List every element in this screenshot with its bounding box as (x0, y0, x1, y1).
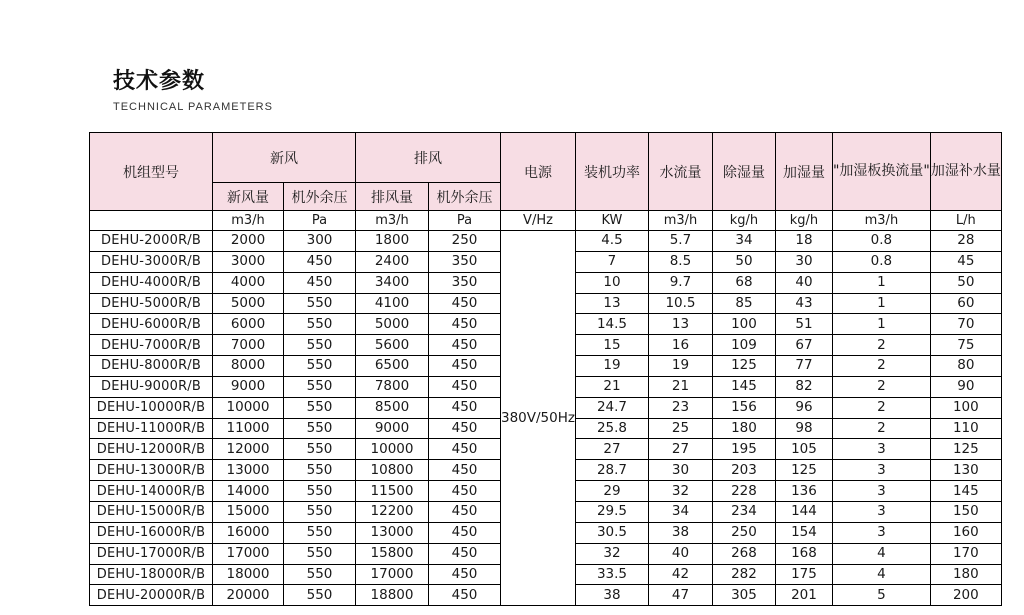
table-cell: 125 (775, 460, 832, 481)
table-cell: 450 (284, 272, 356, 293)
table-cell: 98 (775, 418, 832, 439)
table-cell: 250 (712, 522, 775, 543)
power-supply-cell: 380V/50Hz (501, 231, 576, 606)
table-cell: 30 (648, 460, 712, 481)
table-cell: 60 (930, 293, 1001, 314)
table-cell: 450 (429, 376, 501, 397)
table-cell: 15 (575, 335, 648, 356)
table-cell: 19 (575, 356, 648, 377)
table-cell: 0.8 (832, 251, 930, 272)
model-cell: DEHU-4000R/B (90, 272, 213, 293)
table-cell: 42 (648, 564, 712, 585)
table-cell: 550 (284, 439, 356, 460)
table-cell: 130 (930, 460, 1001, 481)
table-cell: 3400 (356, 272, 429, 293)
table-cell: 21 (575, 376, 648, 397)
table-cell: 6000 (213, 314, 284, 335)
table-cell: 29.5 (575, 501, 648, 522)
table-cell: 350 (429, 251, 501, 272)
table-cell: 5000 (356, 314, 429, 335)
unit-cell: m3/h (213, 211, 284, 231)
table-cell: 2 (832, 356, 930, 377)
table-cell: 450 (429, 293, 501, 314)
table-cell: 9.7 (648, 272, 712, 293)
table-cell: 15000 (213, 501, 284, 522)
table-cell: 6500 (356, 356, 429, 377)
table-cell: 145 (712, 376, 775, 397)
table-cell: 450 (429, 585, 501, 606)
table-cell: 9000 (213, 376, 284, 397)
table-cell: 450 (429, 460, 501, 481)
table-cell: 13 (575, 293, 648, 314)
table-cell: 85 (712, 293, 775, 314)
unit-cell: Pa (284, 211, 356, 231)
model-cell: DEHU-18000R/B (90, 564, 213, 585)
table-cell: 10800 (356, 460, 429, 481)
unit-cell: KW (575, 211, 648, 231)
table-cell: 8000 (213, 356, 284, 377)
table-cell: 29 (575, 481, 648, 502)
table-cell: 300 (284, 231, 356, 252)
model-cell: DEHU-17000R/B (90, 543, 213, 564)
table-cell: 450 (429, 418, 501, 439)
table-cell: 96 (775, 397, 832, 418)
table-cell: 4100 (356, 293, 429, 314)
table-cell: 1 (832, 293, 930, 314)
model-cell: DEHU-12000R/B (90, 439, 213, 460)
header-installed-power: 装机功率 (575, 133, 648, 211)
table-cell: 2 (832, 376, 930, 397)
table-cell: 550 (284, 501, 356, 522)
table-cell: 550 (284, 481, 356, 502)
table-cell: 550 (284, 356, 356, 377)
table-cell: 450 (429, 397, 501, 418)
table-cell: 10000 (356, 439, 429, 460)
model-cell: DEHU-6000R/B (90, 314, 213, 335)
table-cell: 0.8 (832, 231, 930, 252)
table-cell: 23 (648, 397, 712, 418)
model-cell: DEHU-3000R/B (90, 251, 213, 272)
table-cell: 30 (775, 251, 832, 272)
table-cell: 550 (284, 376, 356, 397)
table-cell: 450 (429, 543, 501, 564)
table-cell: 125 (930, 439, 1001, 460)
table-cell: 7800 (356, 376, 429, 397)
table-cell: 550 (284, 418, 356, 439)
table-cell: 50 (930, 272, 1001, 293)
table-cell: 234 (712, 501, 775, 522)
table-cell: 5 (832, 585, 930, 606)
table-cell: 27 (648, 439, 712, 460)
model-cell: DEHU-15000R/B (90, 501, 213, 522)
table-cell: 10.5 (648, 293, 712, 314)
table-cell: 125 (712, 356, 775, 377)
header-humidification: 加湿量 (775, 133, 832, 211)
table-cell: 90 (930, 376, 1001, 397)
table-cell: 5000 (213, 293, 284, 314)
table-cell: 12000 (213, 439, 284, 460)
table-cell: 12200 (356, 501, 429, 522)
table-cell: 16000 (213, 522, 284, 543)
table-cell: 550 (284, 293, 356, 314)
table-cell: 3 (832, 460, 930, 481)
table-cell: 4 (832, 564, 930, 585)
table-cell: 25.8 (575, 418, 648, 439)
table-cell: 3 (832, 439, 930, 460)
table-cell: 1 (832, 314, 930, 335)
model-cell: DEHU-9000R/B (90, 376, 213, 397)
model-cell: DEHU-13000R/B (90, 460, 213, 481)
table-cell: 268 (712, 543, 775, 564)
table-cell: 4000 (213, 272, 284, 293)
table-cell: 203 (712, 460, 775, 481)
table-cell: 67 (775, 335, 832, 356)
model-cell: DEHU-14000R/B (90, 481, 213, 502)
header-water-flow: 水流量 (648, 133, 712, 211)
table-cell: 109 (712, 335, 775, 356)
table-cell: 144 (775, 501, 832, 522)
table-cell: 38 (648, 522, 712, 543)
header-model: 机组型号 (90, 133, 213, 211)
header-dehumidification: 除湿量 (712, 133, 775, 211)
table-cell: 32 (648, 481, 712, 502)
unit-cell: L/h (930, 211, 1001, 231)
table-cell: 20000 (213, 585, 284, 606)
table-cell: 3 (832, 522, 930, 543)
table-cell: 68 (712, 272, 775, 293)
model-cell: DEHU-5000R/B (90, 293, 213, 314)
table-cell: 34 (712, 231, 775, 252)
table-cell: 1 (832, 272, 930, 293)
table-cell: 100 (712, 314, 775, 335)
table-cell: 1800 (356, 231, 429, 252)
table-cell: 17000 (356, 564, 429, 585)
unit-cell: V/Hz (501, 211, 576, 231)
table-cell: 150 (930, 501, 1001, 522)
table-cell: 18000 (213, 564, 284, 585)
table-cell: 550 (284, 522, 356, 543)
table-cell: 195 (712, 439, 775, 460)
table-cell: 13 (648, 314, 712, 335)
table-cell: 4 (832, 543, 930, 564)
table-cell: 82 (775, 376, 832, 397)
header-fresh-air: 新风 (213, 133, 356, 183)
table-cell: 10 (575, 272, 648, 293)
model-cell: DEHU-8000R/B (90, 356, 213, 377)
table-cell: 170 (930, 543, 1001, 564)
header-fresh-static-pressure: 机外余压 (284, 183, 356, 211)
table-cell: 450 (429, 501, 501, 522)
table-cell: 70 (930, 314, 1001, 335)
table-cell: 5.7 (648, 231, 712, 252)
table-cell: 550 (284, 314, 356, 335)
table-cell: 450 (429, 439, 501, 460)
table-cell: 5600 (356, 335, 429, 356)
table-cell: 3000 (213, 251, 284, 272)
table-cell: 2 (832, 418, 930, 439)
table-cell: 305 (712, 585, 775, 606)
table-cell: 38 (575, 585, 648, 606)
table-cell: 450 (429, 356, 501, 377)
header-exhaust-static-pressure: 机外余压 (429, 183, 501, 211)
table-cell: 154 (775, 522, 832, 543)
table-cell: 8.5 (648, 251, 712, 272)
table-cell: 7000 (213, 335, 284, 356)
header-makeup-water: 加湿补水量 (930, 133, 1001, 211)
table-cell: 80 (930, 356, 1001, 377)
table-cell: 250 (429, 231, 501, 252)
table-cell: 550 (284, 564, 356, 585)
table-cell: 50 (712, 251, 775, 272)
table-cell: 450 (429, 522, 501, 543)
table-cell: 27 (575, 439, 648, 460)
table-cell: 228 (712, 481, 775, 502)
table-cell: 13000 (356, 522, 429, 543)
table-cell: 3 (832, 501, 930, 522)
table-cell: 24.7 (575, 397, 648, 418)
table-cell: 110 (930, 418, 1001, 439)
table-cell: 550 (284, 543, 356, 564)
unit-cell: m3/h (832, 211, 930, 231)
unit-cell: kg/h (712, 211, 775, 231)
table-cell: 550 (284, 460, 356, 481)
table-cell: 28 (930, 231, 1001, 252)
table-cell: 7 (575, 251, 648, 272)
unit-cell-model (90, 211, 213, 231)
table-cell: 32 (575, 543, 648, 564)
header-power-supply: 电源 (501, 133, 576, 211)
table-cell: 18 (775, 231, 832, 252)
model-cell: DEHU-7000R/B (90, 335, 213, 356)
units-row (90, 211, 1002, 231)
technical-parameters-table (89, 132, 1002, 606)
table-cell: 9000 (356, 418, 429, 439)
table-cell: 19 (648, 356, 712, 377)
table-cell: 40 (775, 272, 832, 293)
unit-cell: kg/h (775, 211, 832, 231)
table-cell: 450 (429, 335, 501, 356)
header-fresh-air-volume: 新风量 (213, 183, 284, 211)
header-row-1 (90, 133, 1002, 183)
table-cell: 3 (832, 481, 930, 502)
table-cell: 180 (712, 418, 775, 439)
table-cell: 18800 (356, 585, 429, 606)
page-subtitle: TECHNICAL PARAMETERS (113, 101, 273, 113)
model-cell: DEHU-10000R/B (90, 397, 213, 418)
table-cell: 350 (429, 272, 501, 293)
table-cell: 34 (648, 501, 712, 522)
unit-cell: Pa (429, 211, 501, 231)
header-exhaust-volume: 排风量 (356, 183, 429, 211)
table-cell: 4.5 (575, 231, 648, 252)
table-cell: 51 (775, 314, 832, 335)
table-cell: 2 (832, 335, 930, 356)
table-cell: 2 (832, 397, 930, 418)
page-title: 技术参数 (113, 69, 206, 94)
table-cell: 450 (429, 481, 501, 502)
table-cell: 75 (930, 335, 1001, 356)
table-cell: 17000 (213, 543, 284, 564)
table-cell: 160 (930, 522, 1001, 543)
table-cell: 450 (284, 251, 356, 272)
table-cell: 550 (284, 397, 356, 418)
table-cell: 8500 (356, 397, 429, 418)
unit-cell: m3/h (648, 211, 712, 231)
model-cell: DEHU-16000R/B (90, 522, 213, 543)
model-cell: DEHU-11000R/B (90, 418, 213, 439)
table-cell: 47 (648, 585, 712, 606)
table-cell: 282 (712, 564, 775, 585)
table-cell: 2000 (213, 231, 284, 252)
table-cell: 11000 (213, 418, 284, 439)
table-cell: 180 (930, 564, 1001, 585)
table-row (90, 231, 1002, 252)
table-cell: 450 (429, 314, 501, 335)
model-cell: DEHU-20000R/B (90, 585, 213, 606)
table-cell: 33.5 (575, 564, 648, 585)
table-cell: 40 (648, 543, 712, 564)
table-cell: 175 (775, 564, 832, 585)
table-cell: 77 (775, 356, 832, 377)
table-cell: 100 (930, 397, 1001, 418)
table-cell: 450 (429, 564, 501, 585)
table-cell: 145 (930, 481, 1001, 502)
table-cell: 11500 (356, 481, 429, 502)
table-cell: 30.5 (575, 522, 648, 543)
table-cell: 21 (648, 376, 712, 397)
table-cell: 16 (648, 335, 712, 356)
table-cell: 45 (930, 251, 1001, 272)
table-cell: 550 (284, 335, 356, 356)
model-cell: DEHU-2000R/B (90, 231, 213, 252)
table-cell: 201 (775, 585, 832, 606)
table-cell: 2400 (356, 251, 429, 272)
table-cell: 550 (284, 585, 356, 606)
table-cell: 43 (775, 293, 832, 314)
table-cell: 200 (930, 585, 1001, 606)
table-cell: 168 (775, 543, 832, 564)
table-cell: 10000 (213, 397, 284, 418)
table-cell: 25 (648, 418, 712, 439)
header-plate-exchange-flow: "加湿板换流量" (832, 133, 930, 211)
table-cell: 14000 (213, 481, 284, 502)
table-cell: 156 (712, 397, 775, 418)
table-cell: 13000 (213, 460, 284, 481)
table-cell: 15800 (356, 543, 429, 564)
unit-cell: m3/h (356, 211, 429, 231)
table-cell: 136 (775, 481, 832, 502)
table-cell: 28.7 (575, 460, 648, 481)
header-exhaust: 排风 (356, 133, 501, 183)
table-cell: 105 (775, 439, 832, 460)
table-cell: 14.5 (575, 314, 648, 335)
